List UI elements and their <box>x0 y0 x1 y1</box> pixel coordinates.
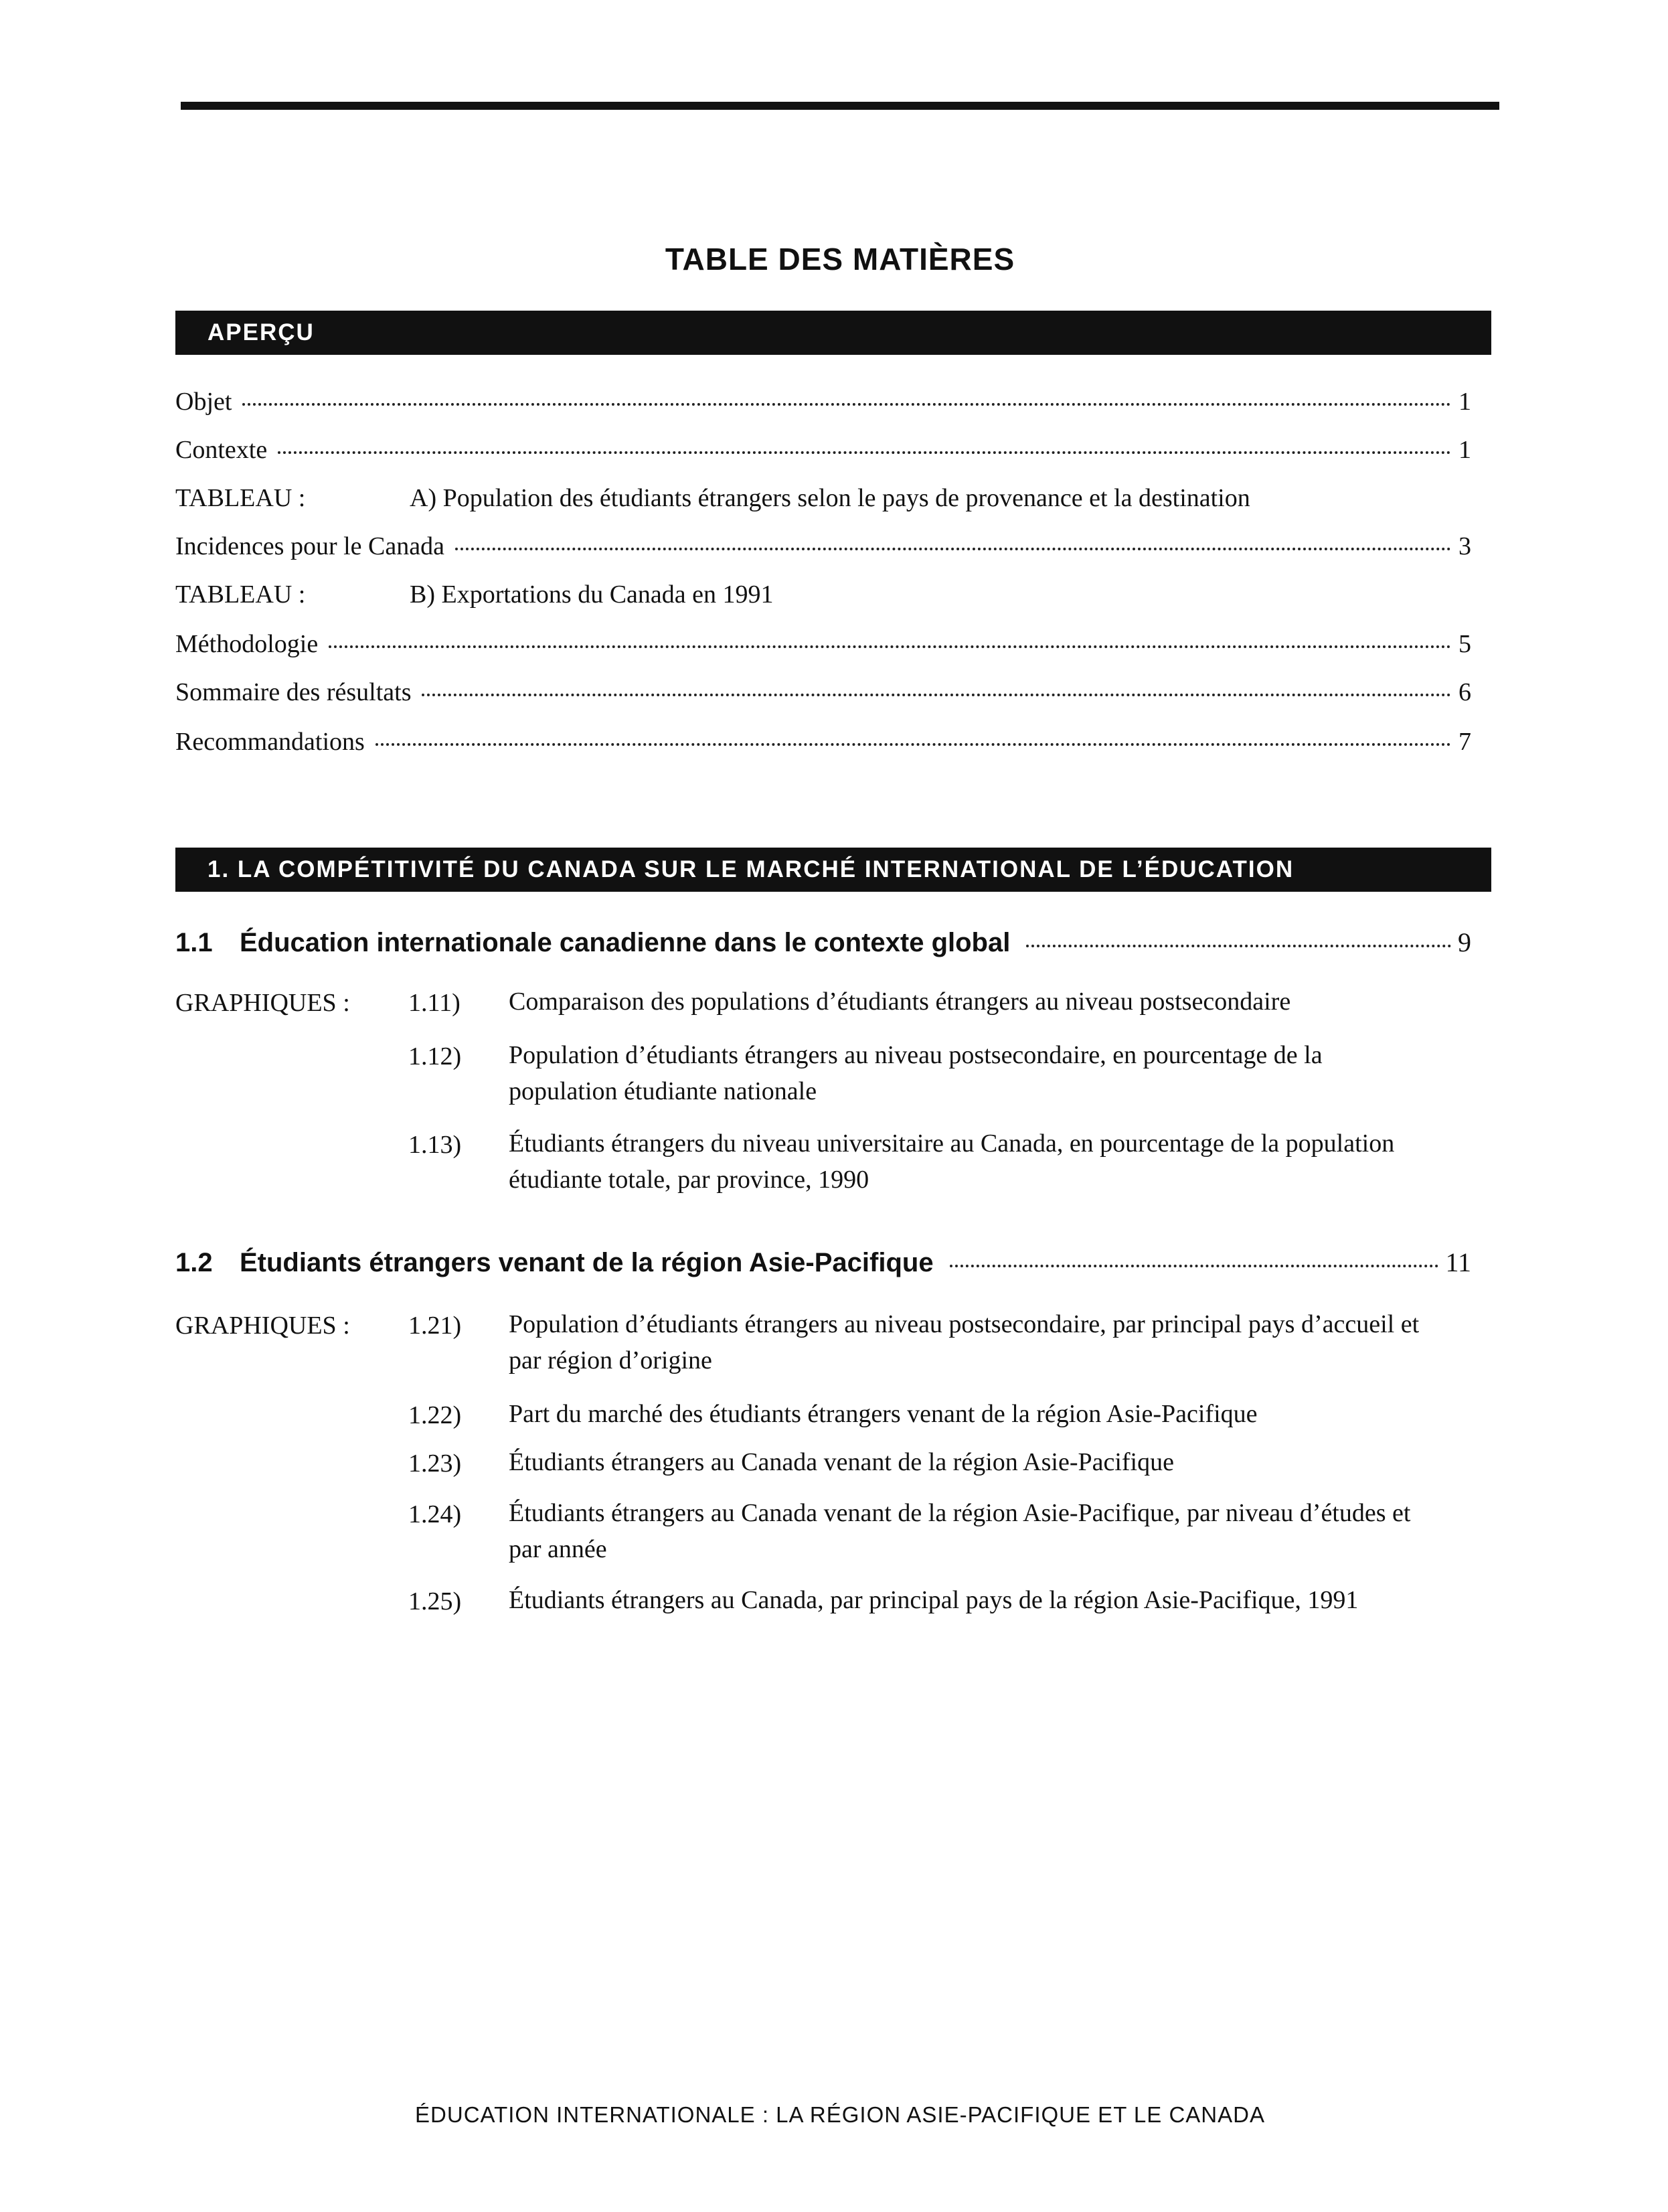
subsection-number: 1.2 <box>175 1248 213 1277</box>
graph-number: 1.12) <box>408 1042 462 1071</box>
subsection-page: 9 <box>1458 927 1471 957</box>
subsection-title: Éducation internationale canadienne dans le contexte global <box>240 928 1011 957</box>
graph-title: Étudiants étrangers au Canada venant de la région Asie-Pacifique <box>509 1448 1174 1476</box>
top-rule <box>181 102 1499 110</box>
toc-entry-label: Sommaire des résultats <box>175 678 412 706</box>
dot-leader <box>422 694 1451 696</box>
toc-subsection-1-1[interactable] <box>175 927 1471 958</box>
toc-entry-recommandations[interactable] <box>175 727 1471 757</box>
toc-entry-objet[interactable] <box>175 387 1471 416</box>
toc-entry-label: Méthodologie <box>175 630 319 658</box>
graph-title: Population d’étudiants étrangers au niveau postsecondaire, par principal pays d’accueil et par région d’origine <box>509 1310 1420 1374</box>
dot-leader <box>329 645 1451 648</box>
graph-number: 1.21) <box>408 1312 462 1340</box>
graph-title: Comparaison des populations d’étudiants étrangers au niveau postsecondaire <box>509 988 1291 1016</box>
page-footer: ÉDUCATION INTERNATIONALE : LA RÉGION ASIE-PACIFIQUE ET LE CANADA <box>415 2102 1265 2127</box>
dot-leader <box>376 743 1451 746</box>
section-header-apercu: APERÇU <box>175 311 1491 355</box>
toc-entry-label: Contexte <box>175 436 268 464</box>
subsection-page: 11 <box>1445 1247 1471 1277</box>
toc-subsection-1-2[interactable] <box>175 1247 1471 1278</box>
dot-leader <box>242 403 1451 406</box>
toc-entry-sommaire[interactable] <box>175 678 1471 707</box>
toc-entry-contexte[interactable] <box>175 435 1471 465</box>
graph-title: Part du marché des étudiants étrangers venant de la région Asie-Pacifique <box>509 1400 1258 1428</box>
graphs-label: GRAPHIQUES : <box>175 989 350 1017</box>
toc-entry-methodologie[interactable] <box>175 629 1471 659</box>
table-title-a: A) Population des étudiants étrangers selon le pays de provenance et la destination <box>410 484 1250 512</box>
toc-entry-label: Incidences pour le Canada <box>175 532 444 560</box>
dot-leader <box>1026 945 1451 947</box>
toc-entry-page: 7 <box>1458 728 1471 756</box>
toc-entry-page: 1 <box>1458 436 1471 464</box>
toc-entry-page: 6 <box>1458 678 1471 706</box>
table-label-b: TABLEAU : <box>175 580 306 609</box>
toc-entry-page: 1 <box>1458 388 1471 416</box>
subsection-number: 1.1 <box>175 928 213 957</box>
graphs-label: GRAPHIQUES : <box>175 1312 350 1340</box>
graph-title: Étudiants étrangers au Canada, par principal pays de la région Asie-Pacifique, 1991 <box>509 1586 1359 1614</box>
graph-number: 1.11) <box>408 989 461 1017</box>
dot-leader <box>455 548 1451 550</box>
toc-entry-label: Recommandations <box>175 728 365 756</box>
toc-entry-incidences[interactable] <box>175 532 1471 561</box>
graph-number: 1.23) <box>408 1449 462 1478</box>
table-label-a: TABLEAU : <box>175 484 306 512</box>
page-title: TABLE DES MATIÈRES <box>665 242 1015 276</box>
toc-entry-page: 3 <box>1458 532 1471 560</box>
graph-title: Étudiants étrangers au Canada venant de la région Asie-Pacifique, par niveau d’études et par année <box>509 1499 1411 1563</box>
graph-number: 1.22) <box>408 1401 462 1429</box>
graph-title: Population d’étudiants étrangers au niveau postsecondaire, en pourcentage de la population étudiante nationale <box>509 1041 1323 1105</box>
dot-leader <box>950 1265 1439 1267</box>
table-title-b: B) Exportations du Canada en 1991 <box>410 580 774 609</box>
section-header-1: 1. LA COMPÉTITIVITÉ DU CANADA SUR LE MARCHÉ INTERNATIONAL DE L’ÉDUCATION <box>175 848 1491 892</box>
subsection-title: Étudiants étrangers venant de la région Asie-Pacifique <box>240 1248 934 1277</box>
graph-number: 1.24) <box>408 1500 462 1528</box>
graph-number: 1.25) <box>408 1587 462 1615</box>
toc-entry-label: Objet <box>175 388 232 416</box>
dot-leader <box>278 451 1451 454</box>
graph-title: Étudiants étrangers du niveau universitaire au Canada, en pourcentage de la population étudiante totale, par province, 1990 <box>509 1129 1395 1194</box>
graph-number: 1.13) <box>408 1131 462 1159</box>
toc-entry-page: 5 <box>1458 630 1471 658</box>
